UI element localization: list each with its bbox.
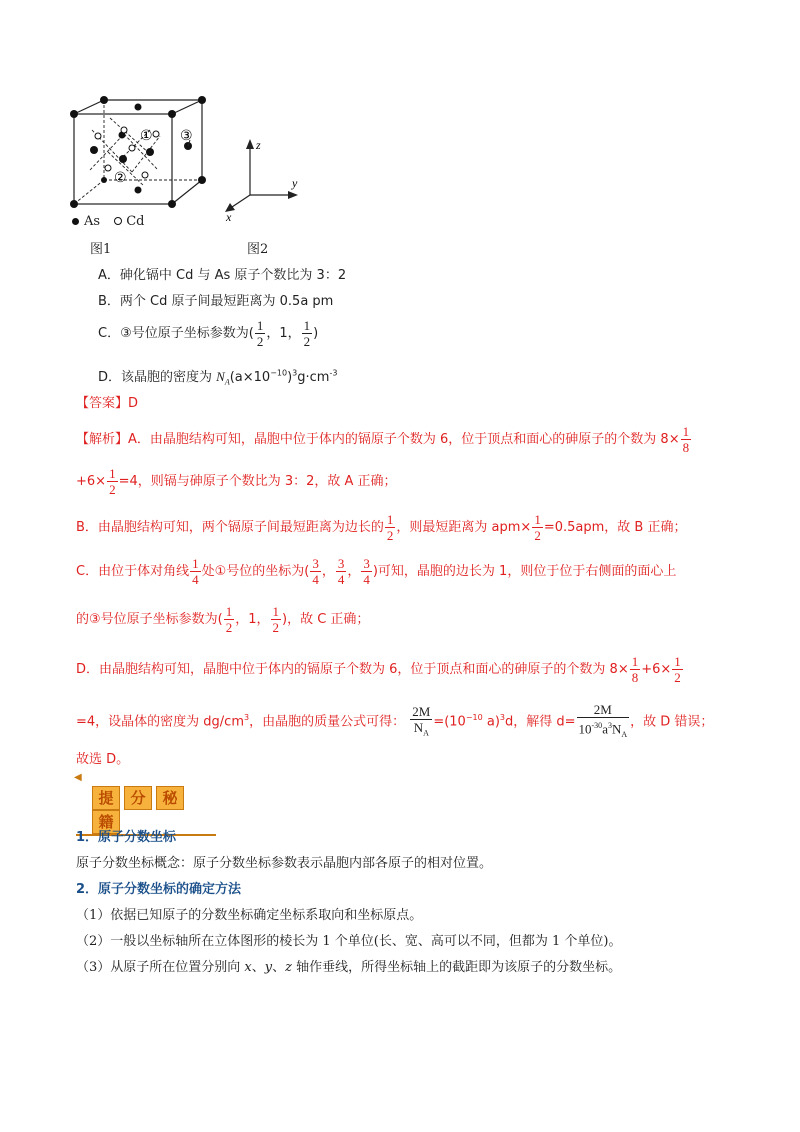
tips-heading-2: 2．原子分数坐标的确定方法 (76, 882, 242, 897)
option-a: A．砷化镉中 Cd 与 As 原子个数比为 3：2 (98, 268, 347, 283)
figure-legend (72, 214, 144, 229)
analysis-p3: C．由位于体对角线 $\frac{1}{4}$ 处①号位的坐标为( $\frac{3}{4}$ ， $\frac{3}{4}$ ， $\frac{3}{4}$ )可知，晶胞的边长为 1，则位于位于右侧面的面心上 (76, 556, 677, 587)
analysis-p2: B．由晶胞结构可知，两个镉原子间最短距离为边长的 $\frac{1}{2}$ ，则最短距离为 apm× $\frac{1}{2}$ =0.5apm，故 B 正确； (76, 512, 687, 543)
fraction-half: $\frac{1}{2}$ (534, 512, 541, 543)
tips-heading-1: 1．原子分数坐标 (76, 830, 177, 845)
fraction-half: $\frac{1}{2}$ (109, 466, 116, 497)
fraction-three-quarters: $\frac{3}{4}$ (337, 556, 345, 587)
fraction-three-quarters: $\frac{3}{4}$ (363, 556, 370, 587)
legend-cd-label: Cd (126, 214, 145, 229)
option-d: D．该晶胞的密度为 $N_A(a\times 10^{-10})^3g\cdot cm^{-3}$ (98, 368, 338, 387)
tips-text-4: （3）从原子所在位置分别向 x、y、z 轴作垂线，所得坐标轴上的截距即为该原子的分数坐标。 (76, 960, 622, 975)
answer-line: 【答案】D (76, 396, 139, 411)
fraction-half: $\frac{1}{2}$ (674, 654, 681, 685)
fraction-2m-over-na: $\frac{2M}{N_A}$ (412, 703, 431, 738)
as-legend-dot (72, 218, 79, 225)
option-b: B．两个 Cd 原子间最短距离为 0.5a pm (98, 294, 334, 309)
analysis-p6: 故选 D。 (76, 752, 130, 767)
tips-badge-char-4: 籍 (92, 810, 120, 834)
atom-label-3: ③ (180, 128, 193, 144)
analysis-p1-line1: 【解析】A．由晶胞结构可知，晶胞中位于体内的镉原子个数为 6，位于顶点和面心的砷原子的个数为 8× $\frac{1}{8}$ (76, 424, 690, 455)
analysis-p1-line2: +6× $\frac{1}{2}$ =4，则镉与砷原子个数比为 3：2，故 A 正确； (76, 466, 397, 497)
fraction-half: $\frac{1}{2}$ (303, 318, 311, 349)
speaker-icon: ◀ (74, 772, 82, 783)
axes-figure (220, 135, 310, 225)
analysis-p5-line1: D．由晶胞结构可知，晶胞中位于体内的镉原子个数为 6，位于顶点和面心的砷原子的个数为 8× $\frac{1}{8}$ +6× $\frac{1}{2}$ (76, 654, 681, 685)
fraction-three-quarters: $\frac{3}{4}$ (312, 556, 319, 587)
fraction-half: $\frac{1}{2}$ (225, 604, 233, 635)
option-c-pre: C．③号位原子坐标参数为( (98, 326, 254, 341)
legend-as-label: As (84, 214, 101, 229)
fraction-half: $\frac{1}{2}$ (272, 604, 280, 635)
axis-x-label: x (226, 210, 232, 224)
analysis-p4: 的③号位原子坐标参数为( $\frac{1}{2}$ ，1， $\frac{1}{2}$ )，故 C 正确； (76, 604, 370, 635)
cd-legend-dot (114, 217, 122, 225)
figure1-caption: 图1 (90, 242, 112, 257)
figure2-caption: 图2 (247, 242, 269, 257)
option-c (98, 318, 318, 349)
tips-badge-char-2: 分 (124, 786, 152, 810)
atom-label-1: ① (140, 128, 153, 144)
fraction-quarter: $\frac{1}{4}$ (192, 556, 199, 587)
tips-badge-char-3: 秘 (156, 786, 184, 810)
fraction-eighth: $\frac{1}{8}$ (631, 654, 639, 685)
option-c-mid: ，1， (266, 326, 301, 341)
tips-text-1: 原子分数坐标概念：原子分数坐标参数表示晶胞内部各原子的相对位置。 (76, 856, 493, 871)
crystal-cell-figure (60, 90, 230, 225)
fraction-half: $\frac{1}{2}$ (256, 318, 264, 349)
analysis-p5-line2: =4，设晶体的密度为 $dg/cm^3$，由晶胞的质量公式可得： $\frac{2M}{N_A}$ $=(10^{-10}$ a)$^3$d，解得 d= $\frac{2M}{10^{-30}a^3N_A}$ ，故 D 错误； (76, 702, 713, 742)
atom-label-2: ② (114, 170, 127, 186)
axis-z-label: z (256, 138, 261, 152)
fraction-eighth: $\frac{1}{8}$ (682, 424, 690, 455)
tips-badge-char-1: 提 (92, 786, 120, 810)
tips-text-2: （1）依据已知原子的分数坐标确定坐标系取向和坐标原点。 (76, 908, 423, 923)
tips-text-3: （2）一般以坐标轴所在立体图形的棱长为 1 个单位(长、宽、高可以不同，但都为 1 个单位)。 (76, 934, 622, 949)
option-c-post: ) (313, 326, 319, 341)
axis-y-label: y (292, 176, 298, 190)
fraction-half: $\frac{1}{2}$ (386, 512, 394, 543)
fraction-density-result: $\frac{2M}{10^{-30}a^3N_A}$ (578, 702, 628, 739)
